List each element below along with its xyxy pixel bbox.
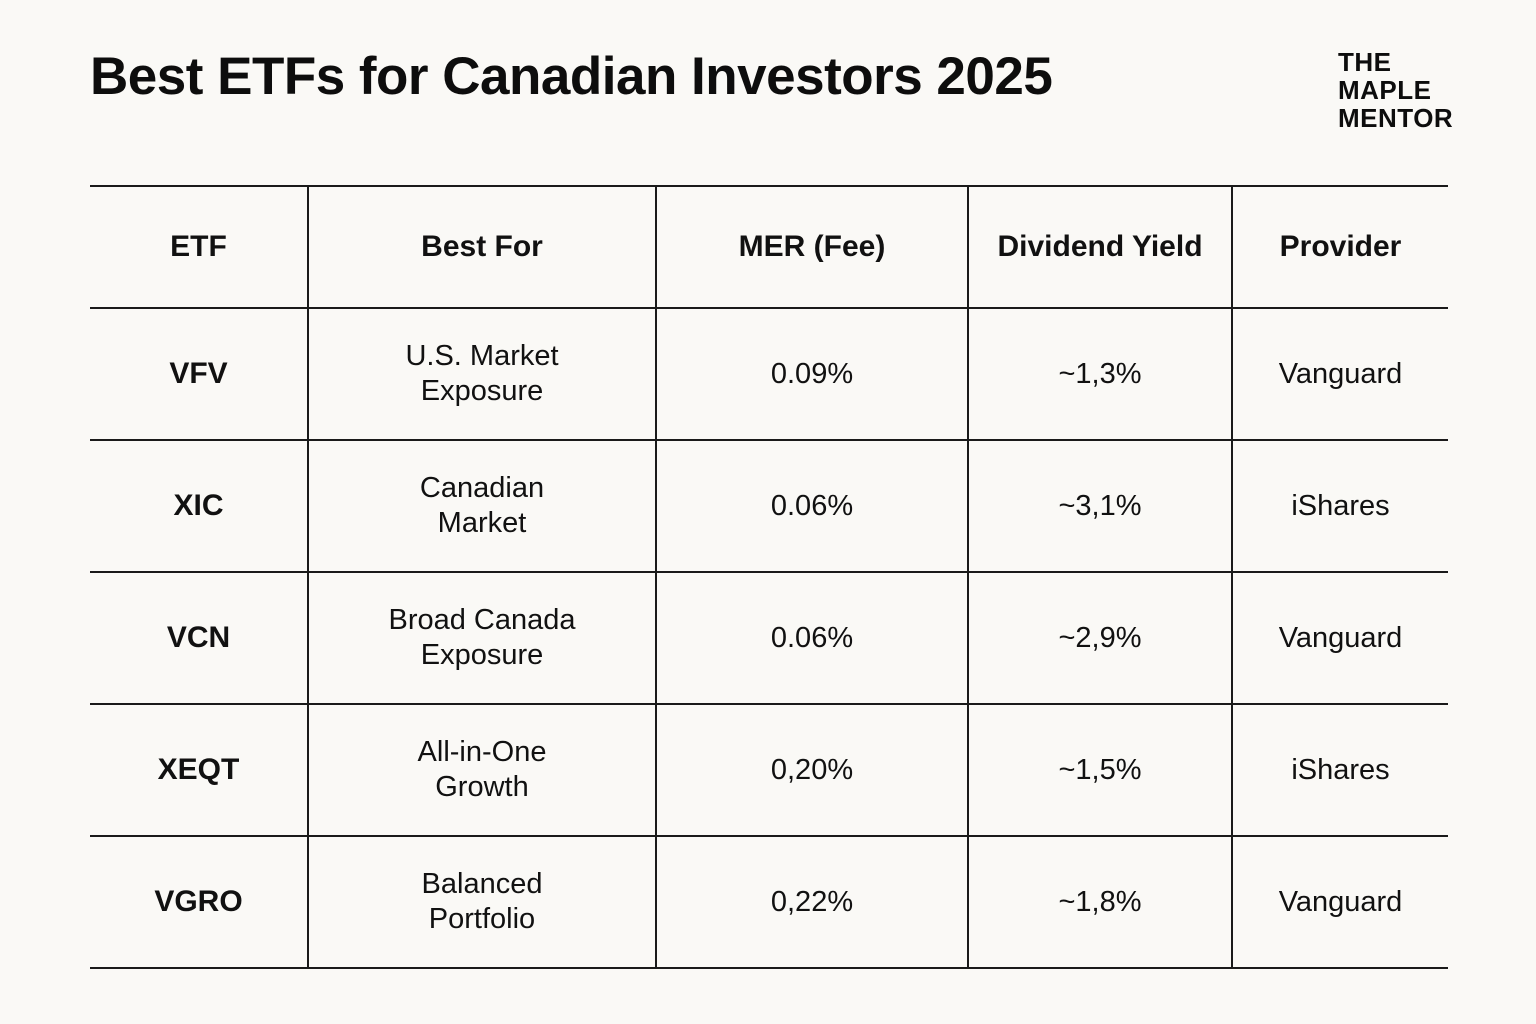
cell-mer: 0,22% — [656, 836, 968, 968]
cell-best-for — [308, 440, 656, 572]
cell-best-for — [308, 836, 656, 968]
cell-best-for-line-2: Growth — [435, 771, 529, 803]
table-row — [90, 308, 1448, 440]
header — [0, 48, 1536, 158]
cell-etf-ticker: VGRO — [90, 836, 308, 968]
etf-table-container — [90, 185, 1448, 969]
cell-best-for-line-1: Canadian — [419, 472, 545, 505]
cell-best-for-line-2: Portfolio — [428, 903, 536, 935]
cell-etf-ticker: VFV — [90, 308, 308, 440]
table-row — [90, 440, 1448, 572]
cell-best-for-line-1: U.S. Market — [405, 340, 559, 373]
cell-etf-ticker: VCN — [90, 572, 308, 704]
cell-mer: 0.06% — [656, 572, 968, 704]
cell-best-for — [308, 572, 656, 704]
cell-best-for-line-1: Broad Canada — [388, 604, 576, 637]
table-body — [90, 308, 1448, 968]
page-title: Best ETFs for Canadian Investors 2025 — [90, 47, 1053, 106]
cell-provider: Vanguard — [1232, 836, 1448, 968]
cell-mer: 0,20% — [656, 704, 968, 836]
table-row — [90, 836, 1448, 968]
cell-etf-ticker: XIC — [90, 440, 308, 572]
table-row — [90, 572, 1448, 704]
cell-dividend-yield: ~1,5% — [968, 704, 1232, 836]
brand-line-2: MAPLE — [1338, 75, 1432, 106]
cell-mer: 0.06% — [656, 440, 968, 572]
cell-dividend-yield: ~1,3% — [968, 308, 1232, 440]
cell-best-for — [308, 704, 656, 836]
cell-mer: 0.09% — [656, 308, 968, 440]
cell-provider: Vanguard — [1232, 572, 1448, 704]
column-header-mer: MER (Fee) — [656, 186, 968, 308]
column-header-provider: Provider — [1232, 186, 1448, 308]
table-header — [90, 186, 1448, 308]
etf-table — [90, 185, 1448, 969]
brand-line-3: MENTOR — [1338, 103, 1454, 134]
table-header-row — [90, 186, 1448, 308]
cell-best-for-line-1: Balanced — [421, 868, 543, 901]
cell-provider: iShares — [1232, 704, 1448, 836]
cell-dividend-yield: ~1,8% — [968, 836, 1232, 968]
cell-provider: iShares — [1232, 440, 1448, 572]
column-header-etf: ETF — [90, 186, 308, 308]
column-header-dividend-yield: Dividend Yield — [968, 186, 1232, 308]
cell-best-for — [308, 308, 656, 440]
cell-best-for-line-1: All-in-One — [417, 736, 547, 769]
cell-provider: Vanguard — [1232, 308, 1448, 440]
cell-best-for-line-2: Market — [437, 507, 527, 539]
table-row — [90, 704, 1448, 836]
cell-dividend-yield: ~3,1% — [968, 440, 1232, 572]
column-header-best-for: Best For — [308, 186, 656, 308]
cell-dividend-yield: ~2,9% — [968, 572, 1232, 704]
cell-etf-ticker: XEQT — [90, 704, 308, 836]
brand-logo — [1338, 48, 1518, 132]
brand-line-1: THE — [1338, 47, 1392, 77]
cell-best-for-line-2: Exposure — [420, 375, 544, 407]
cell-best-for-line-2: Exposure — [420, 639, 544, 671]
